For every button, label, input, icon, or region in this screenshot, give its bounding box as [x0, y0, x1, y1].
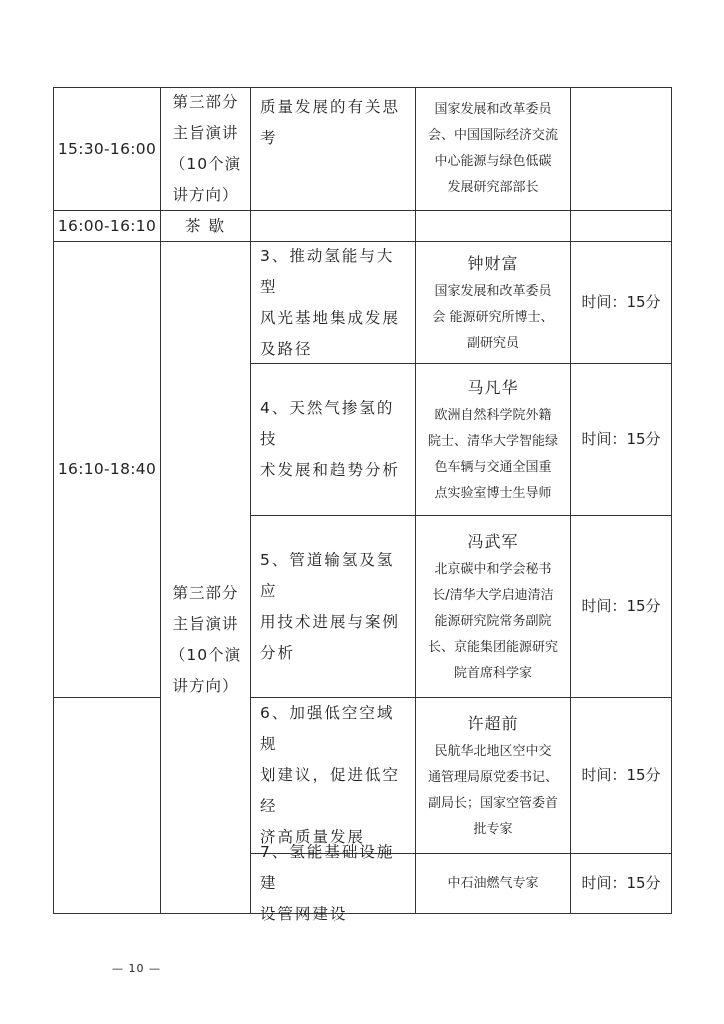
- r2-time: 16:00-16:10: [53, 211, 161, 242]
- speaker-title-line: 长/清华大学启迪清洁: [432, 587, 554, 603]
- speaker-title-line: 会 能源研究所博士、: [432, 309, 554, 325]
- merged-part: [161, 242, 251, 914]
- r7-topic: [251, 843, 416, 923]
- r1-time: 15:30-16:00: [53, 87, 161, 211]
- speaker-name: 冯武军: [467, 531, 519, 551]
- speaker-title-line: 院首席科学家: [453, 665, 532, 681]
- r5-speaker: [416, 516, 571, 698]
- r6-topic: [251, 698, 416, 854]
- speaker-title-line: 能源研究院常务副院: [434, 613, 552, 629]
- r7-speaker: 中石油燃气专家: [416, 854, 571, 914]
- r4-topic: [251, 364, 416, 516]
- speaker-title-line: 国家发展和改革委员: [434, 102, 552, 117]
- topic-line: 考: [260, 129, 278, 147]
- r3-speaker: [416, 242, 571, 364]
- topic-line: 设管网建设: [260, 905, 348, 923]
- speaker-name: 钟财富: [467, 253, 519, 273]
- speaker-title-line: 副研究员: [466, 335, 519, 351]
- speaker-title-line: 民航华北地区空中交: [434, 743, 552, 759]
- r1-part: [161, 87, 251, 211]
- r1-speaker: [416, 87, 571, 211]
- speaker-title-line: 院士、清华大学智能绿: [427, 433, 558, 449]
- topic-line: 质量发展的有关思: [260, 98, 401, 116]
- topic-line: 济高质量发展: [260, 828, 366, 846]
- r2-duration-empty: [571, 211, 672, 242]
- speaker-title-line: 长、京能集团能源研究: [427, 639, 558, 655]
- topic-line: 及路径: [260, 339, 313, 358]
- r4-duration: 时间：15分: [571, 364, 672, 516]
- r3-topic: [251, 242, 416, 364]
- topic-line: 5、管道输氢及氢应: [260, 550, 395, 600]
- speaker-title-line: 副局长；国家空管委首: [427, 795, 558, 811]
- speaker-name: 马凡华: [467, 377, 519, 397]
- r1-duration: [571, 87, 672, 211]
- r1-topic: [251, 87, 416, 211]
- speaker-name: 许超前: [467, 713, 519, 733]
- topic-line: 7、氢能基础设施建: [260, 843, 395, 892]
- part-line: 主旨演讲: [172, 615, 239, 633]
- r2-speaker-empty: [416, 211, 571, 242]
- speaker-title-line: 点实验室博士生导师: [434, 485, 552, 501]
- topic-line: 风光基地集成发展: [260, 308, 401, 327]
- r6-duration: 时间：15分: [571, 698, 672, 854]
- r5-duration: 时间：15分: [571, 516, 672, 698]
- page-number: — 10 —: [112, 962, 161, 975]
- topic-line: 分析: [260, 643, 296, 662]
- topic-line: 术发展和趋势分析: [260, 461, 401, 479]
- r4-speaker: [416, 364, 571, 516]
- part-line: 主旨演讲: [172, 124, 239, 142]
- part-line: （10个演: [169, 646, 242, 664]
- topic-line: 3、推动氢能与大型: [260, 246, 395, 296]
- r6-speaker: [416, 698, 571, 854]
- speaker-title-line: 色车辆与交通全国重: [434, 459, 552, 475]
- r7-duration: 时间：15分: [571, 854, 672, 914]
- topic-line: 划建议，促进低空经: [260, 766, 401, 815]
- speaker-title-line: 欧洲自然科学院外籍: [434, 407, 552, 423]
- part-line: （10个演: [169, 155, 242, 173]
- part-line: 讲方向）: [172, 677, 239, 695]
- speaker-title-line: 批专家: [473, 821, 513, 837]
- speaker-title-line: 通管理局原党委书记、: [427, 769, 558, 785]
- topic-line: 6、加强低空空域规: [260, 704, 395, 753]
- speaker-title-line: 会、中国国际经济交流: [427, 128, 558, 143]
- part-line: 讲方向）: [172, 186, 239, 204]
- time-empty: [53, 698, 161, 914]
- speaker-title-line: 发展研究部部长: [447, 180, 539, 195]
- topic-line: 用技术进展与案例: [260, 612, 401, 631]
- r3-time: 16:10-18:40: [53, 242, 161, 698]
- speaker-title-line: 北京碳中和学会秘书: [434, 561, 552, 577]
- part-line: 第三部分: [172, 93, 239, 111]
- r2-tea-break: 茶歇: [161, 211, 251, 242]
- speaker-title-line: 国家发展和改革委员: [434, 283, 552, 299]
- r5-topic: [251, 516, 416, 698]
- r2-topic-empty: [251, 211, 416, 242]
- topic-line: 4、天然气掺氢的技: [260, 399, 395, 448]
- speaker-title-line: 中心能源与绿色低碳: [434, 154, 552, 169]
- r3-duration: 时间：15分: [571, 242, 672, 364]
- part-line: 第三部分: [172, 584, 239, 602]
